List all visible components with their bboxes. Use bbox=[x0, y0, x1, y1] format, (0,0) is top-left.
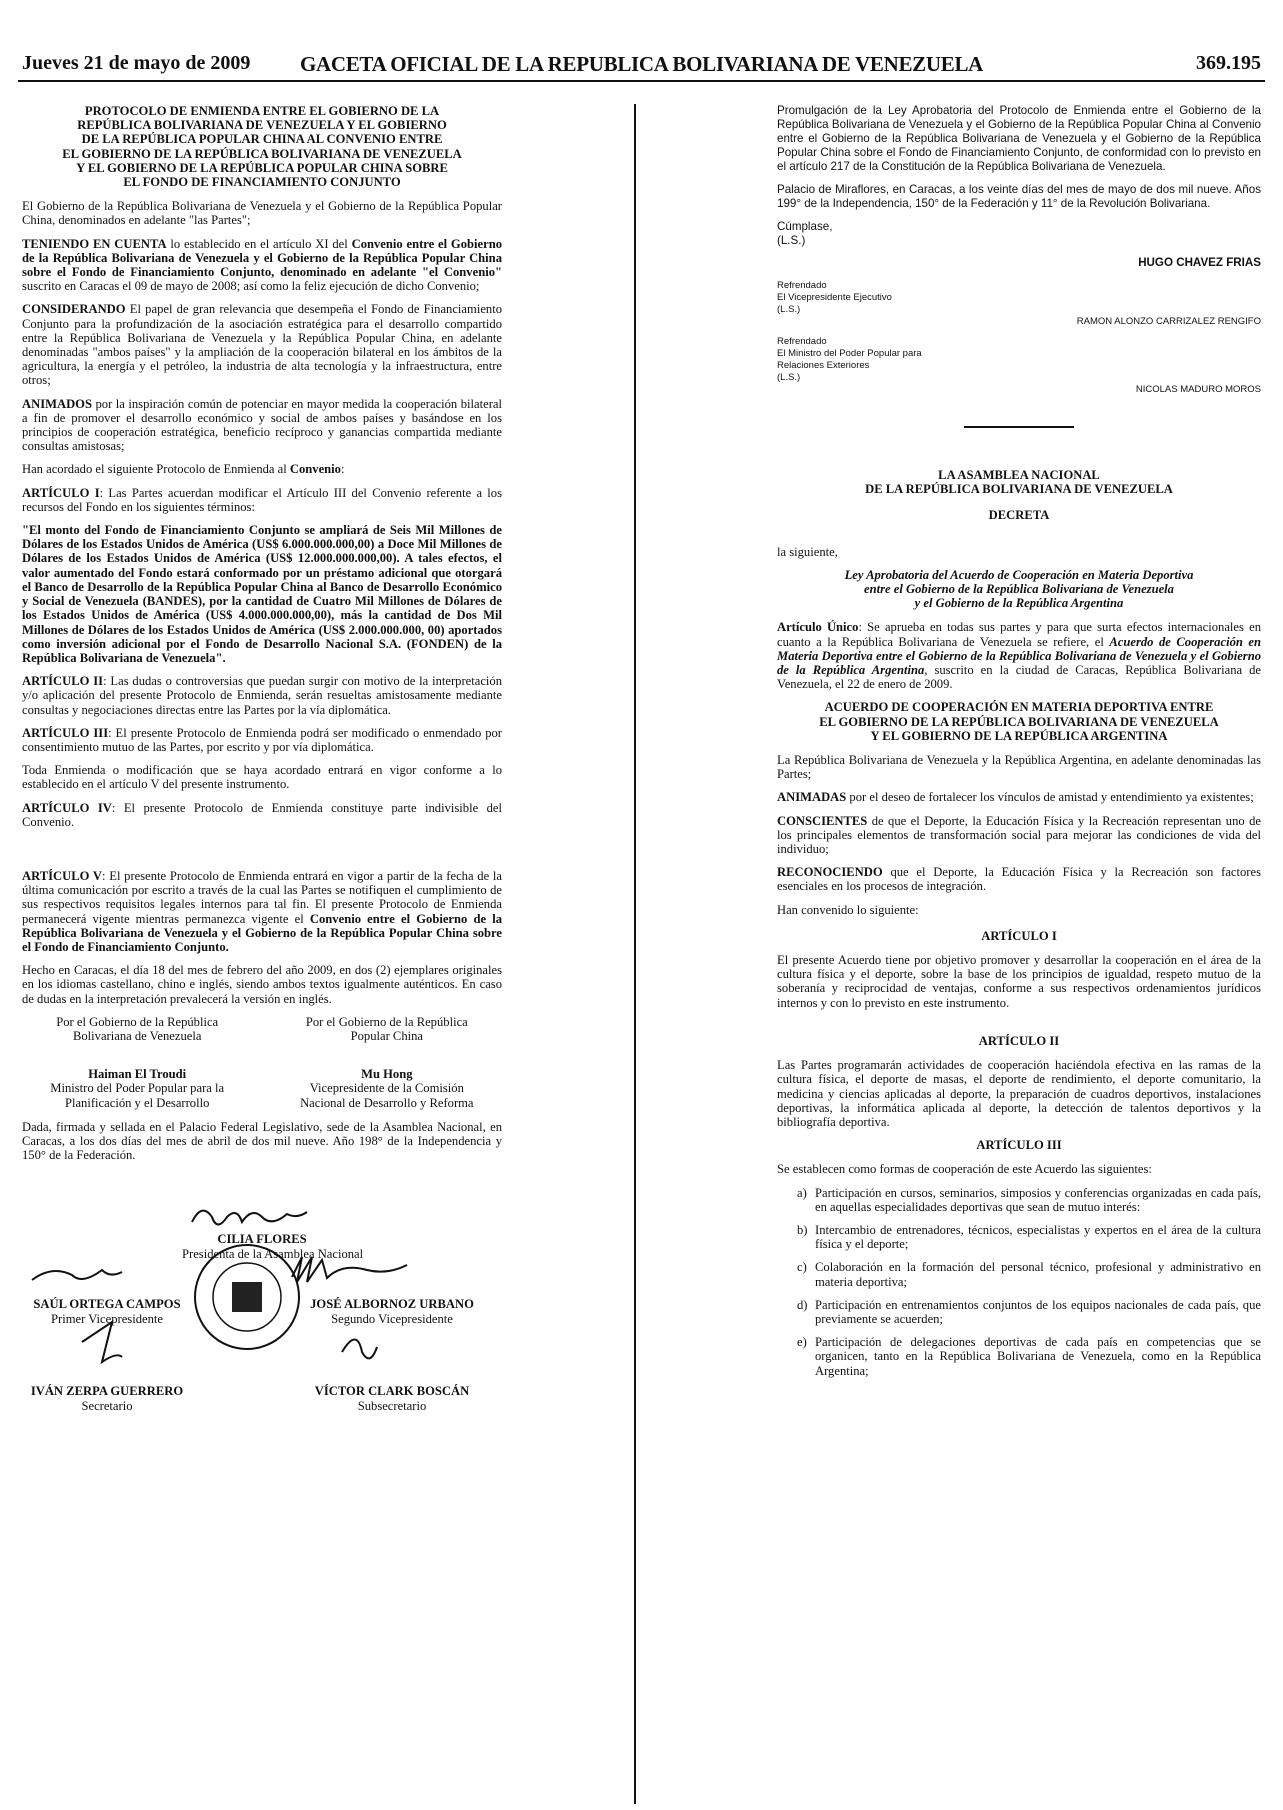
cumplase-block bbox=[777, 220, 1261, 248]
article-2-text: Las Partes programarán actividades de cooperación haciéndola efectiva en las ramas de la cultura física, el deporte de masas, el deporte de rendimiento, el deporte comunitario, la medicina y ciencias aplicadas al deporte, la preparación de cuadros deportivos, instalaciones deportivas, la informática aplicada al deporte, la detección de talentos deportivos y la bibliografía deportiva. bbox=[777, 1058, 1261, 1129]
list-item bbox=[797, 1298, 1261, 1326]
bold-word: Convenio bbox=[289, 462, 341, 477]
protocol-title bbox=[22, 104, 502, 189]
acuerdo-name: Acuerdo de Cooperación en Materia Deportiva entre el Gobierno de la República Bolivariana de Venezuela y el Gobierno de la República Argentina bbox=[777, 634, 1262, 678]
signer-role: Ministro del Poder Popular para la bbox=[50, 1081, 225, 1096]
lead-word: RECONOCIENDO bbox=[777, 865, 883, 880]
title-line: REPÚBLICA BOLIVARIANA DE VENEZUELA Y EL GOBIERNO bbox=[77, 118, 447, 133]
preamble-teniendo bbox=[22, 237, 502, 294]
text: ACUERDO DE COOPERACIÓN EN MATERIA DEPORTIVA ENTRE bbox=[824, 700, 1214, 715]
text: Relaciones Exteriores bbox=[777, 360, 870, 371]
list-item bbox=[797, 1186, 1261, 1214]
preamble-considerando bbox=[22, 302, 502, 387]
text: : El presente Protocolo de Enmienda entrará en vigor a partir de la fecha de la última comunicación por escrito a través de la cual las Partes se notifiquen el cumplimiento de sus respectivos requisitos legales internos para tal fin. El presente Protocolo de Enmienda permanecerá vigente mientras permanezca vigente el bbox=[22, 868, 502, 926]
article-label: ARTÍCULO III bbox=[22, 725, 109, 740]
president-name: HUGO CHAVEZ FRIAS bbox=[1138, 256, 1261, 269]
signer-el-troudi bbox=[22, 1067, 252, 1110]
text: LA ASAMBLEA NACIONAL bbox=[938, 468, 1100, 482]
assembly-signatures bbox=[22, 1192, 502, 1422]
decreta-heading: DECRETA bbox=[988, 508, 1050, 523]
list-text: Participación de delegaciones deportivas de cada país en competencias que se organicen, tanto en la República Bolivariana de Venezuela, como en la República Argentina; bbox=[815, 1335, 1261, 1378]
signer-name: JOSÉ ALBORNOZ URBANO bbox=[310, 1297, 474, 1312]
text: : El presente Protocolo de Enmienda podrá ser modificado o enmendado por consentimiento mutuo de las Partes, por escrito y por vía diplomática. bbox=[22, 725, 502, 754]
palacio-miraflores: Palacio de Miraflores, en Caracas, a los veinte días del mes de mayo de dos mil nueve. Años 199° de la Independencia, 150° de la Federación y 11° de la Revolución Bolivariana. bbox=[777, 183, 1261, 210]
lead-word: CONSIDERANDO bbox=[22, 302, 126, 317]
acuerdo-heading bbox=[777, 700, 1261, 743]
text: Cúmplase, bbox=[777, 220, 833, 233]
section-divider bbox=[964, 426, 1074, 428]
text: : Se aprueba en todas sus partes y para que surta efectos internacionales en cuanto a la República Bolivariana de Venezuela se refiere, el bbox=[777, 620, 1261, 649]
text: EL GOBIERNO DE LA REPÚBLICA BOLIVARIANA DE VENEZUELA bbox=[819, 714, 1219, 729]
text: Bolivariana de Venezuela bbox=[72, 1028, 202, 1043]
text: Han acordado el siguiente Protocolo de Enmienda al bbox=[22, 462, 290, 477]
signer-role: Presidenta de la Asamblea Nacional bbox=[182, 1246, 364, 1261]
text: lo establecido en el artículo XI del bbox=[166, 236, 352, 251]
list-label: e) bbox=[797, 1335, 807, 1350]
signer-role: Subsecretario bbox=[357, 1398, 427, 1413]
list-item bbox=[797, 1260, 1261, 1288]
article-label: ARTÍCULO V bbox=[22, 868, 103, 883]
sig-venezuela bbox=[22, 1015, 252, 1043]
text: por el deseo de fortalecer los vínculos de amistad y entendimiento ya existentes; bbox=[846, 790, 1254, 805]
list-label: b) bbox=[797, 1222, 808, 1237]
article-label: ARTÍCULO I bbox=[22, 485, 100, 500]
convenio-name: Convenio entre el Gobierno de la República Bolivariana de Venezuela y el Gobierno de la República Popular China sobre el Fondo de Financiamiento Conjunto. bbox=[22, 911, 503, 954]
text: por la inspiración común de potenciar en mayor medida la cooperación bilateral a fin de promover el desarrollo económico y social de ambos países y basándose en los principios de cooperación estratégica, beneficio recíproco y ganancias compartida mediante consultas amistosas; bbox=[22, 396, 502, 454]
signer-role: Primer Vicepresidente bbox=[51, 1311, 163, 1326]
asamblea-heading bbox=[777, 468, 1261, 496]
text: : Las dudas o controversias que puedan surgir con motivo de la interpretación y/o aplicación del presente Protocolo de Enmienda, serán resueltas amistosamente mediante consultas y negociaciones directas entre las Partes por la vía diplomática. bbox=[22, 674, 503, 717]
signer-name: CILIA FLORES bbox=[217, 1232, 307, 1247]
text: de que el Deporte, la Educación Física y la Recreación representan uno de los principales elementos de transformación social para mejorar las condiciones de vida del individuo; bbox=[777, 813, 1261, 857]
left-column bbox=[22, 104, 502, 1422]
article-1 bbox=[22, 486, 502, 514]
text: que el Deporte, la Educación Física y la Recreación son factores esenciales en los procesos de integración. bbox=[777, 865, 1261, 894]
list-text: Participación en cursos, seminarios, simposios y conferencias organizadas en cada país, en aquellas especialidades deportivas que sean de mutuo interés: bbox=[815, 1185, 1261, 1214]
signatories-names bbox=[22, 1067, 502, 1110]
preamble-animadas bbox=[777, 790, 1261, 804]
parties-statement: La República Bolivariana de Venezuela y la República Argentina, en adelante denominadas las Partes; bbox=[777, 753, 1261, 782]
signer-name: NICOLAS MADURO MOROS bbox=[1135, 384, 1261, 395]
signatories-governments bbox=[22, 1015, 502, 1043]
lead-word: TENIENDO EN CUENTA bbox=[22, 236, 167, 251]
text: , suscrito en la ciudad de Caracas, República Bolivariana de Venezuela, el 22 de enero de 2009. bbox=[777, 663, 1262, 692]
signer-name: SAÚL ORTEGA CAMPOS bbox=[33, 1297, 181, 1312]
preamble-conscientes bbox=[777, 814, 1261, 857]
signer-role: Nacional de Desarrollo y Reforma bbox=[300, 1095, 474, 1110]
signer-role: Segundo Vicepresidente bbox=[331, 1311, 453, 1326]
list-item bbox=[797, 1223, 1261, 1251]
text: Y EL GOBIERNO DE LA REPÚBLICA ARGENTINA bbox=[870, 728, 1168, 743]
text: suscrito en Caracas el 09 de mayo de 2008; así como la feliz ejecución de dicho Convenio; bbox=[22, 279, 480, 294]
text: Por el Gobierno de la República bbox=[305, 1014, 468, 1029]
signer-name: IVÁN ZERPA GUERRERO bbox=[30, 1384, 184, 1399]
text: (L.S.) bbox=[777, 234, 806, 247]
article-label: ARTÍCULO IV bbox=[22, 800, 112, 815]
text: y el Gobierno de la República Argentina bbox=[914, 596, 1124, 611]
signer-ivan-zerpa bbox=[22, 1384, 192, 1412]
text: Refrendado bbox=[777, 336, 827, 347]
text: Popular China bbox=[350, 1028, 424, 1043]
text: El Ministro del Poder Popular para bbox=[777, 348, 922, 359]
header-date: Jueves 21 de mayo de 2009 bbox=[22, 52, 251, 74]
article-1-text: El presente Acuerdo tiene por objetivo promover y desarrollar la cooperación en el área de la cultura física y el deporte, sobre la base de los principios de igualdad, respeto mutuo de la soberanía y reciprocidad de ventajas, conforme a sus respectivos ordenamientos jurídicos internos y con lo previsto en este instrumento. bbox=[777, 953, 1261, 1010]
text: : bbox=[340, 462, 345, 477]
text: entre el Gobierno de la República Bolivariana de Venezuela bbox=[864, 582, 1174, 597]
amendment-note: Toda Enmienda o modificación que se haya acordado entrará en vigor conforme a lo establecido en el artículo V del presente instrumento. bbox=[22, 763, 502, 792]
done-in-caracas: Hecho en Caracas, el día 18 del mes de febrero del año 2009, en dos (2) ejemplares originales en los idiomas castellano, chino e inglés, siendo ambos textos igualmente auténticos. En caso de dudas en la interpretación prevalecerá la versión en inglés. bbox=[22, 963, 502, 1006]
preamble-reconociendo bbox=[777, 865, 1261, 893]
preamble-parties: El Gobierno de la República Bolivariana de Venezuela y el Gobierno de la República Popular China, denominados en adelante "las Partes"; bbox=[22, 199, 502, 228]
lead-word: ANIMADAS bbox=[777, 790, 847, 805]
cooperation-list bbox=[777, 1186, 1261, 1378]
text: Por el Gobierno de la República bbox=[56, 1014, 219, 1029]
header-title: GACETA OFICIAL DE LA REPUBLICA BOLIVARIANA DE VENEZUELA bbox=[299, 52, 984, 76]
signer-name: VÍCTOR CLARK BOSCÁN bbox=[314, 1384, 470, 1399]
title-line: EL FONDO DE FINANCIAMIENTO CONJUNTO bbox=[123, 175, 401, 190]
article-heading: ARTÍCULO II bbox=[978, 1033, 1060, 1048]
articulo-unico bbox=[777, 620, 1261, 691]
signer-cilia-flores bbox=[182, 1232, 364, 1261]
title-line: DE LA REPÚBLICA POPULAR CHINA AL CONVENIO ENTRE bbox=[81, 132, 443, 147]
list-label: d) bbox=[797, 1297, 808, 1312]
signer-name: Haiman El Troudi bbox=[88, 1067, 187, 1082]
list-item bbox=[797, 1335, 1261, 1378]
signer-role: Planificación y el Desarrollo bbox=[64, 1095, 210, 1110]
preamble-animados bbox=[22, 397, 502, 454]
list-text: Intercambio de entrenadores, técnicos, especialistas y expertos en el área de la cultura física y el deporte; bbox=[815, 1222, 1261, 1252]
signer-victor-clark bbox=[292, 1384, 492, 1412]
article-3-text: Se establecen como formas de cooperación de este Acuerdo las siguientes: bbox=[777, 1162, 1152, 1177]
right-column bbox=[777, 104, 1261, 1387]
column-divider bbox=[634, 104, 636, 1804]
gazette-header bbox=[18, 50, 1265, 82]
convenio-name: Convenio entre el Gobierno de la República Bolivariana de Venezuela y el Gobierno de la República Popular China sobre el Fondo de Financiamiento Conjunto, denominado en adelante "el Convenio" bbox=[22, 236, 503, 280]
signer-mu-hong bbox=[272, 1067, 502, 1110]
text: (L.S.) bbox=[777, 304, 801, 315]
agreement-statement bbox=[22, 462, 502, 476]
list-label: a) bbox=[797, 1185, 807, 1200]
text: Ley Aprobatoria del Acuerdo de Cooperación en Materia Deportiva bbox=[844, 567, 1194, 582]
article-3 bbox=[22, 726, 502, 754]
title-line: Y EL GOBIERNO DE LA REPÚBLICA POPULAR CHINA SOBRE bbox=[76, 160, 448, 175]
article-label: ARTÍCULO II bbox=[22, 674, 104, 689]
signer-name: Mu Hong bbox=[361, 1067, 413, 1082]
text: El Vicepresidente Ejecutivo bbox=[777, 292, 892, 303]
signer-name: RAMON ALONZO CARRIZALEZ RENGIFO bbox=[1076, 316, 1261, 327]
article-4 bbox=[22, 801, 502, 829]
article-heading: ARTÍCULO I bbox=[981, 928, 1057, 943]
signer-saul-ortega bbox=[22, 1297, 192, 1325]
signer-role: Secretario bbox=[81, 1398, 133, 1413]
signer-role: Vicepresidente de la Comisión bbox=[309, 1081, 464, 1096]
article-label: Artículo Único bbox=[777, 620, 859, 635]
text: Refrendado bbox=[777, 280, 827, 291]
title-line: EL GOBIERNO DE LA REPÚBLICA BOLIVARIANA DE VENEZUELA bbox=[62, 146, 462, 161]
promulgation: Promulgación de la Ley Aprobatoria del Protocolo de Enmienda entre el Gobierno de la República Bolivariana de Venezuela y el Gobierno de la República Popular China al Convenio entre el Gobierno de la República Bolivariana de Venezuela y el Gobierno de la República Popular China sobre el Fondo de Financiamiento Conjunto, de conformidad con lo previsto en el artículo 217 de la Constitución de la República Bolivariana de Venezuela. bbox=[777, 104, 1261, 173]
lead-word: CONSCIENTES bbox=[777, 813, 868, 828]
list-text: Participación en entrenamientos conjuntos de los equipos nacionales de cada país, que previamente se acuerden; bbox=[815, 1297, 1261, 1326]
ley-title bbox=[777, 568, 1261, 611]
header-page-number: 369.195 bbox=[1196, 52, 1261, 74]
sig-china bbox=[272, 1015, 502, 1043]
han-convenido: Han convenido lo siguiente: bbox=[777, 902, 919, 917]
text: DE LA REPÚBLICA BOLIVARIANA DE VENEZUELA bbox=[865, 482, 1173, 497]
title-line: PROTOCOLO DE ENMIENDA ENTRE EL GOBIERNO DE LA bbox=[84, 104, 440, 118]
la-siguiente: la siguiente, bbox=[777, 544, 838, 559]
text: El papel de gran relevancia que desempeña el Fondo de Financiamiento Conjunto para la profundización de la asociación estratégica para el desarrollo compartido entre la República Bolivariana de Venezuela y la República Popular China, en adelante denominadas "ambos países" y la ampliación de la cooperación bilateral en los ámbitos de la agricultura, la energía y el petróleo, la industria de alta tecnología y la infraestructura, entre otros; bbox=[22, 302, 502, 388]
refrendo-ministro bbox=[777, 336, 1261, 396]
signer-jose-albornoz bbox=[292, 1297, 492, 1325]
article-1-quote: "El monto del Fondo de Financiamiento Conjunto se ampliará de Seis Mil Millones de Dólares de los Estados Unidos de América (US$ 6.000.000.000,00) a Doce Mil Millones de Dólares de los Estados Unidos de América (US$ 12.000.000.000,00). A tales efectos, el valor aumentado del Fondo estará conformado por un préstamo adicional que otorgará el Banco de Desarrollo de la República Popular China al Banco de Desarrollo Económico y Social de Venezuela (BANDES), por la cantidad de Cuatro Mil Millones de Dólares de los Estados Unidos de América (US$ 4.000.000.000,00), más la cantidad de Dos Mil Millones de Dólares de los Estados Unidos de América (US$ 2.000.000.000, 00) aportados como inversión adicional por el Fondo de Desarrollo Nacional S.A. (FONDEN) de la República Bolivariana de Venezuela". bbox=[22, 523, 502, 665]
article-heading: ARTÍCULO III bbox=[976, 1138, 1062, 1153]
given-signed-sealed: Dada, firmada y sellada en el Palacio Federal Legislativo, sede de la Asamblea Nacional, en Caracas, a los dos días del mes de abril de dos mil nueve. Año 198° de la Independencia y 150° de la Federación. bbox=[22, 1119, 502, 1163]
article-2 bbox=[22, 674, 502, 717]
refrendo-vicepresidente bbox=[777, 280, 1261, 328]
list-text: Colaboración en la formación del personal técnico, profesional y administrativo en materia deportiva; bbox=[815, 1260, 1261, 1289]
text: : Las Partes acuerdan modificar el Artículo III del Convenio referente a los recursos del Fondo en los siguientes términos: bbox=[22, 485, 503, 514]
list-label: c) bbox=[797, 1260, 807, 1275]
article-5 bbox=[22, 869, 502, 954]
text: (L.S.) bbox=[777, 372, 801, 383]
lead-word: ANIMADOS bbox=[22, 396, 92, 411]
text: : El presente Protocolo de Enmienda constituye parte indivisible del Convenio. bbox=[22, 800, 502, 829]
